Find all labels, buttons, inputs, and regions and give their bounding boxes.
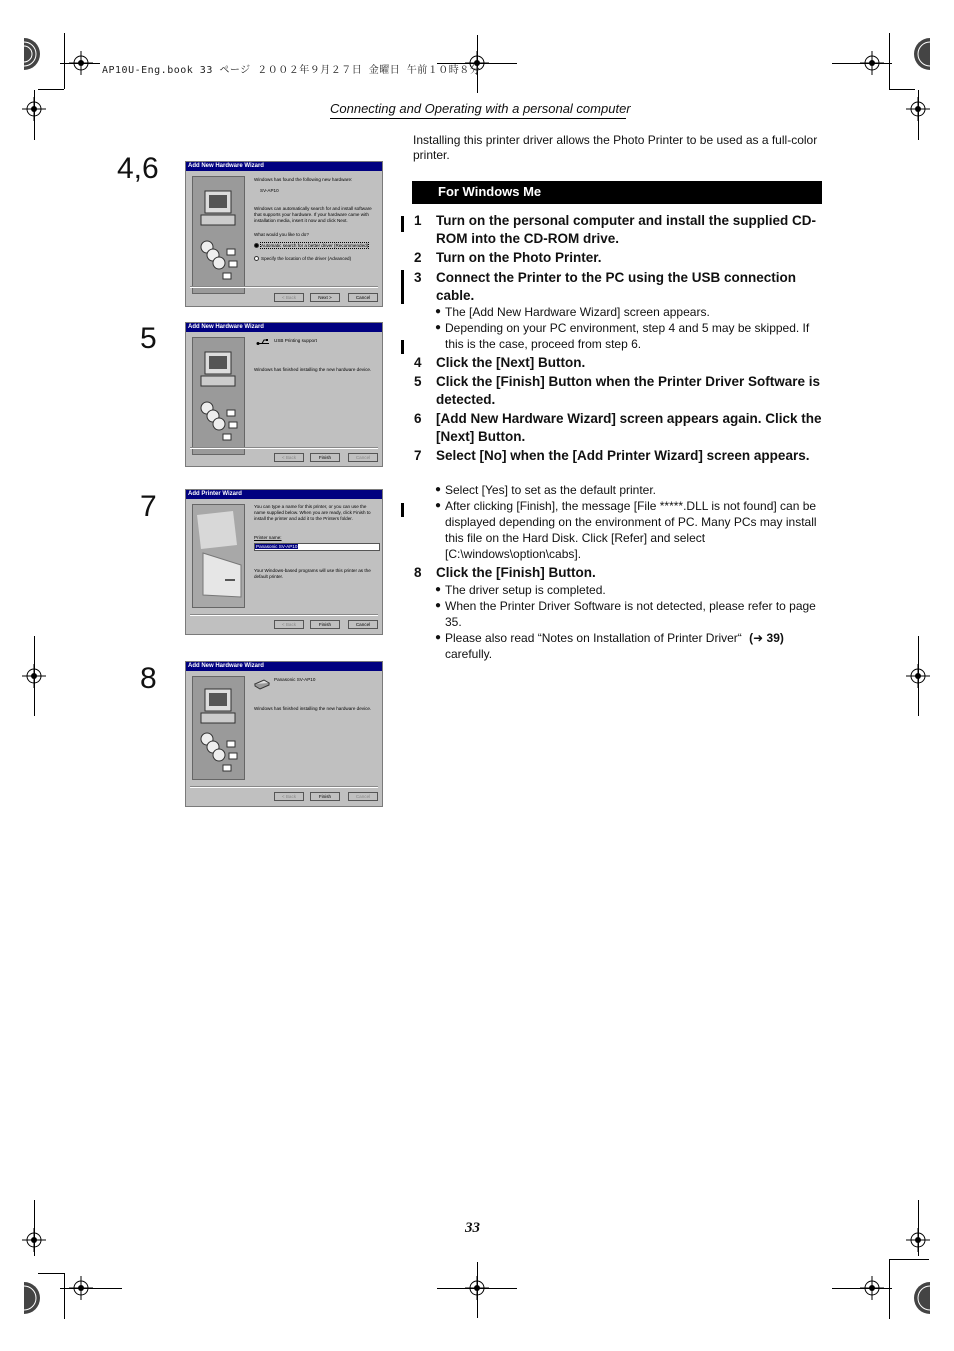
window-title: Add Printer Wizard bbox=[186, 490, 382, 499]
wizard-text: Your Windows-based programs will use this printer as the default printer. bbox=[254, 568, 371, 579]
step-8: 8 Click the [Finish] Button. bbox=[414, 565, 596, 580]
separator bbox=[190, 447, 378, 449]
step-2: 2 Turn on the Photo Printer. bbox=[414, 250, 602, 265]
screen-label-5: 5 bbox=[140, 322, 157, 355]
device-name: SV-AP10 bbox=[260, 188, 279, 193]
screen-label-7: 7 bbox=[140, 490, 157, 523]
wizard-question: What would you like to do? bbox=[254, 232, 309, 237]
back-button[interactable]: < Back bbox=[274, 293, 304, 302]
screenshot-add-new-hardware bbox=[185, 161, 383, 307]
screen-label-8: 8 bbox=[140, 662, 157, 695]
wizard-text: Windows has found the following new hardware: bbox=[254, 177, 353, 182]
radio-empty-icon bbox=[254, 256, 259, 261]
back-button[interactable]: < Back bbox=[274, 792, 304, 801]
cancel-button[interactable]: Cancel bbox=[348, 620, 378, 629]
computer-icon bbox=[193, 677, 244, 779]
step-5: 5 Click the [Finish] Button when the Printer Driver Software is detected. bbox=[414, 374, 821, 407]
bullet-item: ● After clicking [Finish], the message [File *****.DLL is not found] can be displayed depending on the environment of PC. Many PCs may install this file on the Hard Disk. Click [Refer] and select [C:\windows\option\cabs]. bbox=[435, 499, 817, 561]
printer-icon bbox=[193, 505, 244, 607]
small-printer-icon bbox=[254, 678, 270, 690]
step-3: 3 Connect the Printer to the PC using the USB connection cable. bbox=[414, 270, 797, 303]
bullet-item: ● Please also read “Notes on Installation of Printer Driver“ (➜ 39) carefully. bbox=[435, 631, 784, 661]
printer-name-label: Printer name: bbox=[254, 535, 282, 540]
color-wheel-icon bbox=[24, 1282, 40, 1314]
bullet-item: ● When the Printer Driver Software is not detected, please refer to page 35. bbox=[435, 599, 816, 629]
step-1: 1 Turn on the personal computer and install the supplied CD-ROM into the CD-ROM drive. bbox=[414, 213, 817, 246]
running-header: Connecting and Operating with a personal computer bbox=[330, 101, 631, 116]
printer-name-input[interactable]: Panasonic SV-AP10 bbox=[254, 543, 380, 551]
section-heading: For Windows Me bbox=[412, 181, 822, 204]
printer-photo bbox=[192, 504, 245, 608]
next-button[interactable]: Next > bbox=[310, 293, 340, 302]
finish-button[interactable]: Finish bbox=[310, 792, 340, 801]
color-wheel-icon bbox=[914, 1282, 930, 1314]
bullet-item: ● Select [Yes] to set as the default printer. bbox=[435, 483, 657, 497]
cancel-button[interactable]: Cancel bbox=[348, 293, 378, 302]
wizard-illustration bbox=[192, 337, 245, 455]
separator bbox=[190, 614, 378, 616]
wizard-text: Windows has finished installing the new hardware device. bbox=[254, 706, 372, 711]
back-button[interactable]: < Back bbox=[274, 453, 304, 462]
computer-icon bbox=[193, 338, 244, 454]
header-underline bbox=[330, 118, 626, 119]
page-number: 33 bbox=[465, 1220, 480, 1236]
cancel-button[interactable]: Cancel bbox=[348, 792, 378, 801]
bullet-item: ● The [Add New Hardware Wizard] screen appears. bbox=[435, 305, 710, 319]
finish-button[interactable]: Finish bbox=[310, 620, 340, 629]
wizard-illustration bbox=[192, 176, 245, 294]
usb-icon bbox=[256, 339, 270, 348]
finish-button[interactable]: Finish bbox=[310, 453, 340, 462]
step-4: 4 Click the [Next] Button. bbox=[414, 355, 586, 370]
book-slug: AP10U-Eng.book 33 ページ ２００２年９月２７日 金曜日 午前１０時８分 bbox=[102, 65, 481, 76]
change-bar bbox=[401, 216, 404, 232]
window-title: Add New Hardware Wizard bbox=[186, 323, 382, 332]
radio-specify-location[interactable]: Specify the location of the driver (Advanced) bbox=[254, 256, 378, 262]
color-wheel-icon bbox=[24, 38, 40, 70]
radio-selected-icon bbox=[254, 243, 259, 248]
bullet-item: ● The driver setup is completed. bbox=[435, 583, 606, 597]
screen-label-4-6: 4,6 bbox=[117, 152, 159, 185]
back-button[interactable]: < Back bbox=[274, 620, 304, 629]
computer-icon bbox=[193, 177, 244, 293]
device-name: Panasonic SV-AP10 bbox=[274, 677, 316, 682]
page-reference: (➜ 39) bbox=[749, 631, 784, 645]
bullet-item: ● Depending on your PC environment, step 4 and 5 may be skipped. If this is the case, proceed from step 6. bbox=[435, 321, 810, 351]
separator bbox=[190, 286, 378, 288]
separator bbox=[190, 786, 378, 788]
screenshot-hardware-finished bbox=[185, 661, 383, 807]
screenshot-add-printer-wizard bbox=[185, 489, 383, 635]
change-bar bbox=[401, 503, 404, 517]
wizard-illustration bbox=[192, 676, 245, 780]
step-7: 7 Select [No] when the [Add Printer Wizard] screen appears. bbox=[414, 448, 810, 463]
color-wheel-icon bbox=[914, 38, 930, 70]
wizard-text: Windows can automatically search for and install software that supports your hardware. If your hardware came with installation media, insert it now and click Next. bbox=[254, 206, 372, 223]
step-6: 6 [Add New Hardware Wizard] screen appears again. Click the [Next] Button. bbox=[414, 411, 822, 444]
wizard-text: You can type a name for this printer, or you can use the name supplied below. When you are ready, click Finish to install the printer and add it to the Printers folder. bbox=[254, 504, 371, 521]
window-title: Add New Hardware Wizard bbox=[186, 162, 382, 171]
intro-paragraph: Installing this printer driver allows the Photo Printer to be used as a full-color printer. bbox=[413, 133, 818, 162]
device-name: USB Printing support bbox=[274, 338, 317, 343]
change-bar bbox=[401, 270, 404, 304]
radio-automatic-search[interactable]: Automatic search for a better driver (Recommended) bbox=[254, 243, 378, 249]
window-title: Add New Hardware Wizard bbox=[186, 662, 382, 671]
cancel-button[interactable]: Cancel bbox=[348, 453, 378, 462]
wizard-text: Windows has finished installing the new hardware device. bbox=[254, 367, 372, 372]
change-bar bbox=[401, 340, 404, 354]
screenshot-usb-printing-support bbox=[185, 322, 383, 467]
